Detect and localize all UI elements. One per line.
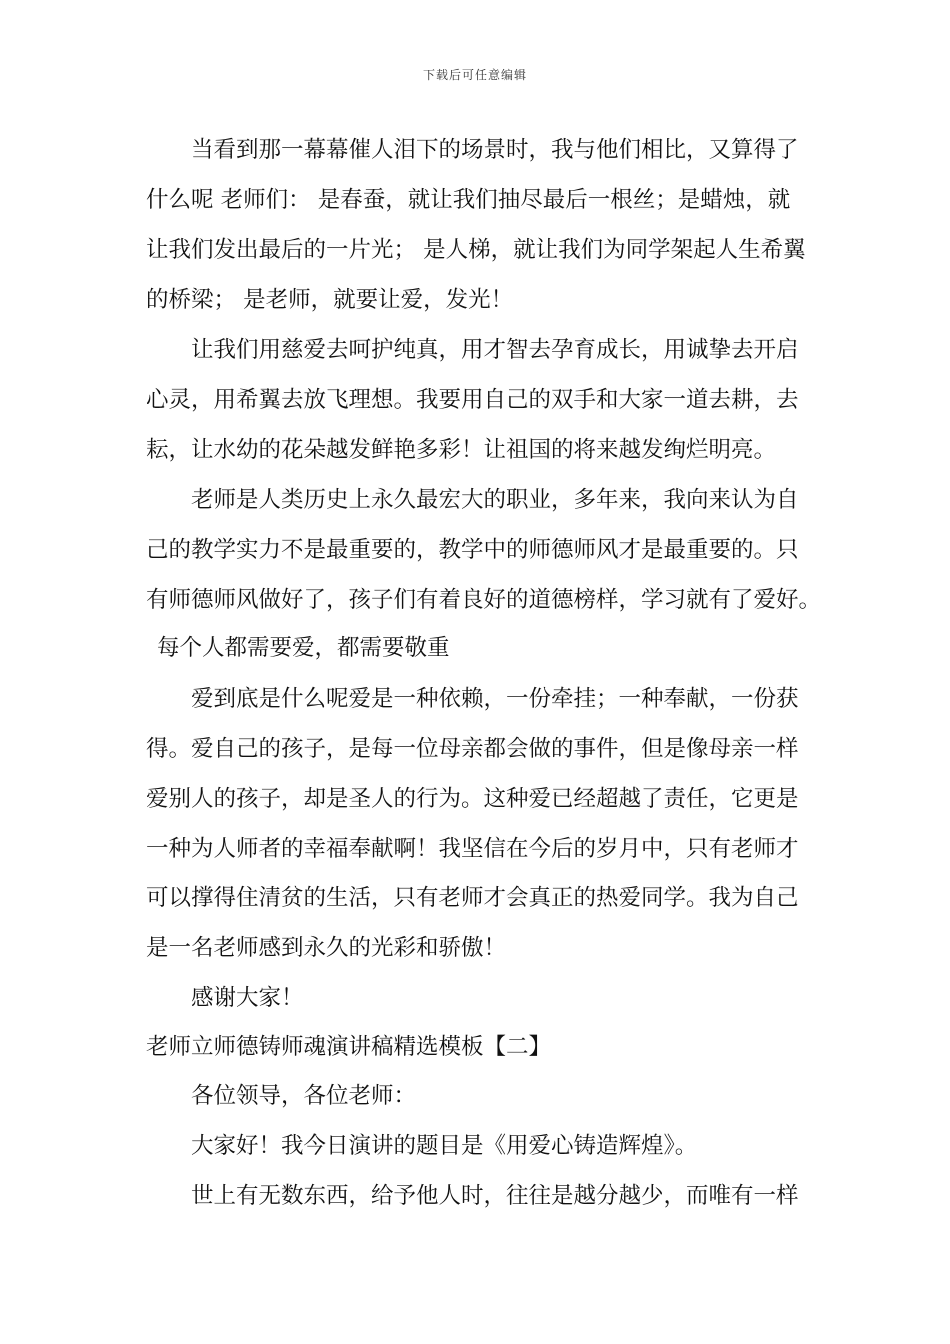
text-line: 有师德师风做好了，孩子们有着良好的道德榜样，学习就有了爱好。: [146, 587, 822, 613]
text-line: 爱别人的孩子，却是圣人的行为。这种爱已经超越了责任，它更是: [146, 786, 799, 812]
text-line: 爱到底是什么呢爱是一种依赖，一份牵挂；一种奉献，一份获: [191, 686, 799, 712]
text-line: 让我们发出最后的一片光； 是人梯，就让我们为同学架起人生希翼: [146, 237, 806, 263]
page-header: 下载后可任意编辑: [422, 68, 527, 82]
text-line: 各位领导，各位老师：: [191, 1083, 417, 1109]
text-line: 的桥梁； 是老师，就要让爱，发光！: [146, 287, 514, 313]
text-line: 让我们用慈爱去呵护纯真，用才智去孕育成长，用诚挚去开启: [191, 337, 799, 363]
text-line: 每个人都需要爱，都需要敬重: [157, 635, 450, 661]
text-line: 当看到那一幕幕催人泪下的场景时，我与他们相比，又算得了: [191, 137, 799, 163]
text-line: 耘，让水幼的花朵越发鲜艳多彩！让祖国的将来越发绚烂明亮。: [146, 437, 777, 463]
section-heading: 老师立师德铸师魂演讲稿精选模板【二】: [146, 1034, 552, 1060]
text-line: 世上有无数东西，给予他人时，往往是越分越少，而唯有一样: [191, 1183, 799, 1209]
text-line: 感谢大家！: [191, 985, 304, 1011]
text-line: 什么呢 老师们： 是春蚕，就让我们抽尽最后一根丝；是蜡烛，就: [146, 187, 791, 213]
text-line: 心灵，用希翼去放飞理想。我要用自己的双手和大家一道去耕，去: [146, 387, 799, 413]
text-line: 大家好！我今日演讲的题目是《用爱心铸造辉煌》。: [191, 1133, 698, 1159]
text-line: 是一名老师感到永久的光彩和骄傲！: [146, 935, 507, 961]
text-line: 一种为人师者的幸福奉献啊！我坚信在今后的岁月中，只有老师才: [146, 836, 799, 862]
text-line: 己的教学实力不是最重要的，教学中的师德师风才是最重要的。只: [146, 537, 799, 563]
text-line: 可以撑得住清贫的生活，只有老师才会真正的热爱同学。我为自己: [146, 885, 799, 911]
text-line: 得。爱自己的孩子，是每一位母亲都会做的事件，但是像母亲一样: [146, 736, 799, 762]
text-line: 老师是人类历史上永久最宏大的职业，多年来，我向来认为自: [191, 487, 799, 513]
